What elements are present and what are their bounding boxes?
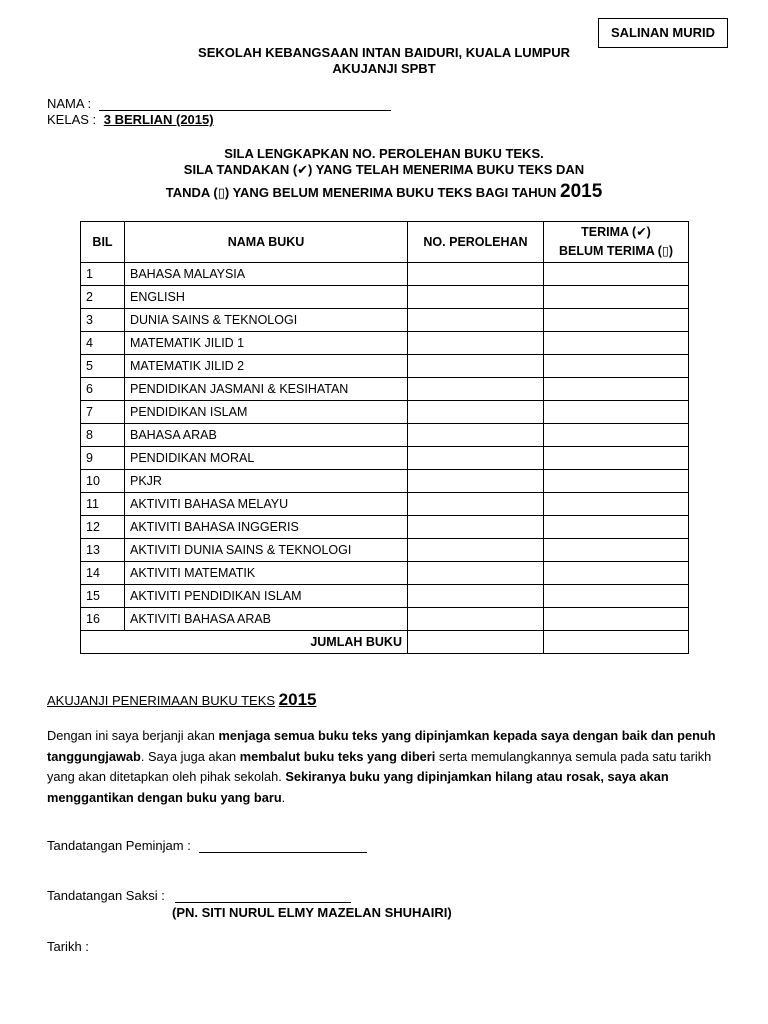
pledge-paragraph bbox=[47, 726, 727, 808]
row-terima-cell[interactable] bbox=[544, 608, 689, 631]
row-bil: 1 bbox=[81, 263, 125, 286]
jumlah-buku-label: JUMLAH BUKU bbox=[81, 631, 408, 654]
instruction-year: 2015 bbox=[560, 181, 603, 202]
row-nama-buku: AKTIVITI MATEMATIK bbox=[125, 562, 408, 585]
table-row bbox=[81, 516, 689, 539]
row-terima-cell[interactable] bbox=[544, 332, 689, 355]
table-row bbox=[81, 585, 689, 608]
saksi-signature-line[interactable] bbox=[175, 889, 351, 903]
instruction-line-2: SILA TANDAKAN (✔) YANG TELAH MENERIMA BUKU TEKS DAN bbox=[183, 162, 585, 177]
table-row bbox=[81, 447, 689, 470]
peminjam-signature bbox=[47, 838, 367, 853]
row-bil: 11 bbox=[81, 493, 125, 516]
row-no-perolehan-cell[interactable] bbox=[408, 562, 544, 585]
row-bil: 9 bbox=[81, 447, 125, 470]
pledge-bold-1: menjaga semua buku teks yang dipinjamkan kepada saya dengan baik dan penuh tanggungjawab bbox=[47, 728, 716, 764]
saksi-signature bbox=[47, 888, 351, 903]
jumlah-terima-cell[interactable] bbox=[544, 631, 689, 654]
row-nama-buku: BAHASA ARAB bbox=[125, 424, 408, 447]
pledge-title-text: AKUJANJI PENERIMAAN BUKU TEKS bbox=[47, 693, 276, 708]
row-bil: 12 bbox=[81, 516, 125, 539]
row-terima-cell[interactable] bbox=[544, 585, 689, 608]
row-no-perolehan-cell[interactable] bbox=[408, 378, 544, 401]
table-row bbox=[81, 332, 689, 355]
table-row bbox=[81, 286, 689, 309]
row-no-perolehan-cell[interactable] bbox=[408, 263, 544, 286]
row-bil: 15 bbox=[81, 585, 125, 608]
total-row bbox=[81, 631, 689, 654]
row-nama-buku: PENDIDIKAN ISLAM bbox=[125, 401, 408, 424]
row-bil: 16 bbox=[81, 608, 125, 631]
row-nama-buku: MATEMATIK JILID 1 bbox=[125, 332, 408, 355]
row-terima-cell[interactable] bbox=[544, 378, 689, 401]
jumlah-buku-cell[interactable] bbox=[408, 631, 544, 654]
row-terima-cell[interactable] bbox=[544, 401, 689, 424]
row-terima-cell[interactable] bbox=[544, 447, 689, 470]
row-terima-cell[interactable] bbox=[544, 470, 689, 493]
row-terima-cell[interactable] bbox=[544, 263, 689, 286]
instruction-line-3 bbox=[0, 181, 768, 203]
pledge-bold-3: Sekiranya buku yang dipinjamkan hilang atau rosak, saya akan menggantikan dengan buku yang baru bbox=[47, 769, 669, 805]
pledge-text-4: . bbox=[281, 789, 286, 805]
pledge-text-2: . Saya juga akan bbox=[140, 748, 240, 764]
table-row bbox=[81, 608, 689, 631]
table-row bbox=[81, 401, 689, 424]
form-title: AKUJANJI SPBT bbox=[332, 61, 436, 76]
nama-input-line[interactable] bbox=[99, 97, 391, 111]
table-body bbox=[81, 263, 689, 631]
row-terima-cell[interactable] bbox=[544, 562, 689, 585]
row-nama-buku: DUNIA SAINS & TEKNOLOGI bbox=[125, 309, 408, 332]
salinan-murid-badge: SALINAN MURID bbox=[598, 18, 728, 48]
pledge-year: 2015 bbox=[278, 690, 317, 709]
row-nama-buku: AKTIVITI PENDIDIKAN ISLAM bbox=[125, 585, 408, 608]
row-bil: 10 bbox=[81, 470, 125, 493]
row-no-perolehan-cell[interactable] bbox=[408, 332, 544, 355]
table-row bbox=[81, 539, 689, 562]
row-terima-cell[interactable] bbox=[544, 539, 689, 562]
row-terima-cell[interactable] bbox=[544, 355, 689, 378]
row-bil: 8 bbox=[81, 424, 125, 447]
kelas-label: KELAS : bbox=[47, 112, 97, 127]
table-row bbox=[81, 263, 689, 286]
row-no-perolehan-cell[interactable] bbox=[408, 539, 544, 562]
row-bil: 13 bbox=[81, 539, 125, 562]
table-row bbox=[81, 470, 689, 493]
table-row bbox=[81, 562, 689, 585]
table-row bbox=[81, 355, 689, 378]
row-no-perolehan-cell[interactable] bbox=[408, 309, 544, 332]
row-nama-buku: PKJR bbox=[125, 470, 408, 493]
saksi-name: (PN. SITI NURUL ELMY MAZELAN SHUHAIRI) bbox=[172, 905, 452, 920]
table-header-row bbox=[81, 222, 689, 263]
row-nama-buku: PENDIDIKAN JASMANI & KESIHATAN bbox=[125, 378, 408, 401]
row-bil: 4 bbox=[81, 332, 125, 355]
row-no-perolehan-cell[interactable] bbox=[408, 401, 544, 424]
row-nama-buku: PENDIDIKAN MORAL bbox=[125, 447, 408, 470]
pledge-title bbox=[47, 690, 317, 710]
header-nama-buku: NAMA BUKU bbox=[125, 222, 408, 263]
row-no-perolehan-cell[interactable] bbox=[408, 447, 544, 470]
nama-label: NAMA : bbox=[47, 96, 92, 111]
row-nama-buku: AKTIVITI BAHASA MELAYU bbox=[125, 493, 408, 516]
nama-field bbox=[47, 96, 391, 111]
pledge-text-3: serta memulangkannya semula pada satu tarikh yang akan ditetapkan oleh pihak sekolah. bbox=[47, 748, 712, 784]
peminjam-label: Tandatangan Peminjam : bbox=[47, 838, 191, 853]
row-terima-cell[interactable] bbox=[544, 286, 689, 309]
row-no-perolehan-cell[interactable] bbox=[408, 470, 544, 493]
row-bil: 6 bbox=[81, 378, 125, 401]
kelas-field bbox=[47, 112, 214, 127]
header-no-perolehan: NO. PEROLEHAN bbox=[408, 222, 544, 263]
table-row bbox=[81, 424, 689, 447]
row-terima-cell[interactable] bbox=[544, 424, 689, 447]
row-nama-buku: BAHASA MALAYSIA bbox=[125, 263, 408, 286]
row-bil: 5 bbox=[81, 355, 125, 378]
row-terima-cell[interactable] bbox=[544, 493, 689, 516]
table-row bbox=[81, 493, 689, 516]
row-nama-buku: ENGLISH bbox=[125, 286, 408, 309]
row-bil: 2 bbox=[81, 286, 125, 309]
header-terima-label: TERIMA (✔) bbox=[581, 225, 651, 239]
row-no-perolehan-cell[interactable] bbox=[408, 424, 544, 447]
table-row bbox=[81, 378, 689, 401]
header-terima bbox=[544, 222, 689, 263]
row-no-perolehan-cell[interactable] bbox=[408, 516, 544, 539]
header-belum-terima-label: BELUM TERIMA (▯) bbox=[558, 244, 674, 258]
instruction-line-3-text: TANDA (▯) YANG BELUM MENERIMA BUKU TEKS BAGI TAHUN bbox=[165, 185, 557, 200]
row-nama-buku: MATEMATIK JILID 2 bbox=[125, 355, 408, 378]
table-row bbox=[81, 309, 689, 332]
row-no-perolehan-cell[interactable] bbox=[408, 286, 544, 309]
row-no-perolehan-cell[interactable] bbox=[408, 493, 544, 516]
pledge-bold-2: membalut buku teks yang diberi bbox=[239, 748, 436, 764]
row-nama-buku: AKTIVITI BAHASA ARAB bbox=[125, 608, 408, 631]
pledge-text-1: Dengan ini saya berjanji akan bbox=[47, 728, 219, 743]
books-table bbox=[80, 221, 689, 654]
school-name: SEKOLAH KEBANGSAAN INTAN BAIDURI, KUALA LUMPUR bbox=[198, 45, 570, 60]
kelas-value: 3 BERLIAN (2015) bbox=[103, 112, 214, 127]
header-bil: BIL bbox=[81, 222, 125, 263]
row-bil: 14 bbox=[81, 562, 125, 585]
row-no-perolehan-cell[interactable] bbox=[408, 355, 544, 378]
peminjam-signature-line[interactable] bbox=[199, 839, 367, 853]
row-nama-buku: AKTIVITI DUNIA SAINS & TEKNOLOGI bbox=[125, 539, 408, 562]
row-terima-cell[interactable] bbox=[544, 516, 689, 539]
row-nama-buku: AKTIVITI BAHASA INGGERIS bbox=[125, 516, 408, 539]
row-bil: 3 bbox=[81, 309, 125, 332]
row-no-perolehan-cell[interactable] bbox=[408, 608, 544, 631]
instruction-line-1: SILA LENGKAPKAN NO. PEROLEHAN BUKU TEKS. bbox=[224, 146, 544, 161]
row-bil: 7 bbox=[81, 401, 125, 424]
row-no-perolehan-cell[interactable] bbox=[408, 585, 544, 608]
saksi-label: Tandatangan Saksi : bbox=[47, 888, 165, 903]
row-terima-cell[interactable] bbox=[544, 309, 689, 332]
tarikh-label: Tarikh : bbox=[47, 939, 89, 954]
